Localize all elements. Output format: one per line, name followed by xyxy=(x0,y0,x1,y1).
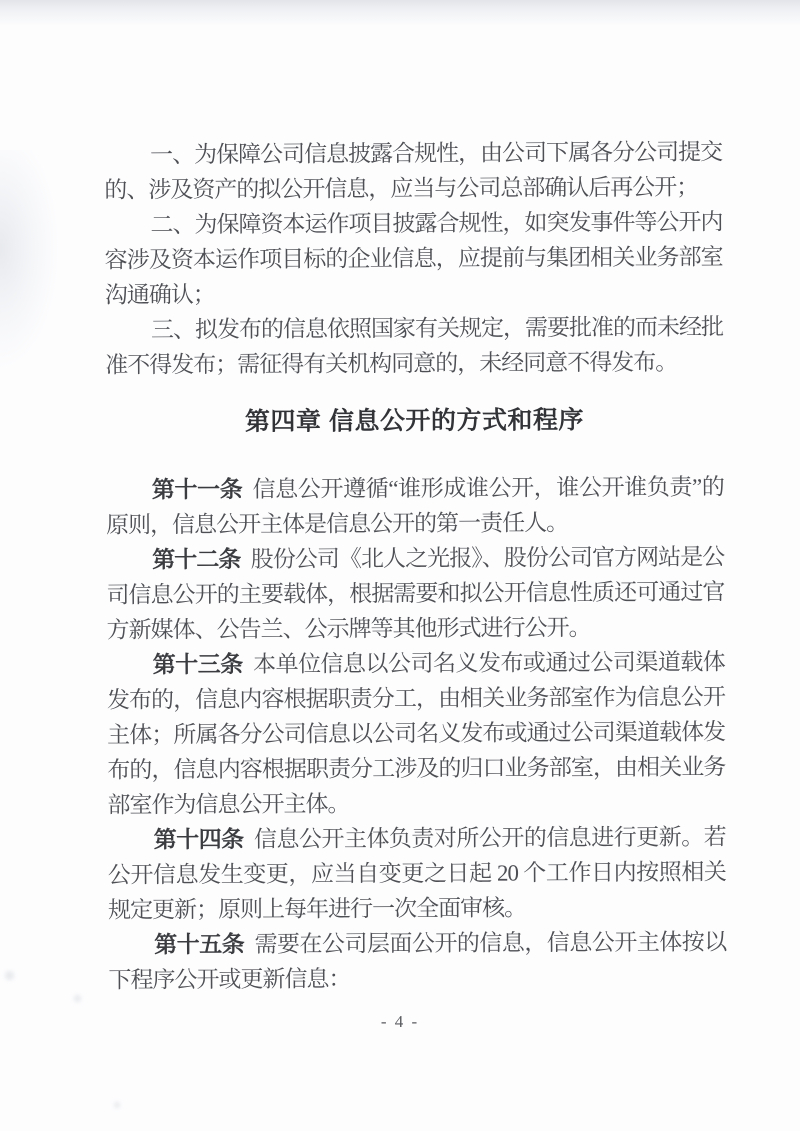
document-body xyxy=(104,134,726,997)
article-text-15: 需要在公司层面公开的信息，信息公开主体按以下程序公开或更新信息： xyxy=(108,929,727,993)
article-number-13: 第十三条 xyxy=(152,651,243,678)
scan-speckle xyxy=(74,995,81,1002)
article-text-13: 本单位信息以公司名义发布或通过公司渠道载体发布的，信息内容根据职责分工，由相关业务部室作为信息公开主体；所属各分公司信息以公司名义发布或通过公司渠道载体发布的，信息内容根据职责分工涉及的归口业务部室，由相关业务部室作为信息公开主体。 xyxy=(106,649,726,818)
scan-speckle xyxy=(5,971,14,980)
chapter-heading: 第四章 信息公开的方式和程序 xyxy=(244,406,585,436)
article-number-12: 第十二条 xyxy=(152,546,241,573)
intro-paragraph-3: 三、拟发布的信息依照国家有关规定，需要批准的而未经批准不得发布；需征得有关机构同意的，未经同意不得发布。 xyxy=(105,314,724,378)
intro-paragraph-1: 一、为保障公司信息披露合规性，由公司下属各分公司提交的、涉及资产的拟公开信息，应当与公司总部确认后再公开； xyxy=(104,139,723,203)
scan-top-edge-shadow xyxy=(0,0,800,26)
article-paragraph-13 xyxy=(107,644,726,822)
intro-paragraph-2: 二、为保障资本运作项目披露合规性，如突发事件等公开内容涉及资本运作项目标的企业信息，应提前与集团相关业务部室沟通确认； xyxy=(104,209,723,308)
scan-speckle xyxy=(114,1102,120,1108)
article-paragraph-11 xyxy=(106,469,724,542)
article-number-15: 第十五条 xyxy=(154,931,245,958)
article-number-14: 第十四条 xyxy=(153,826,244,853)
article-paragraph-15 xyxy=(108,924,726,997)
scan-left-edge-smudge xyxy=(0,150,60,370)
page-number: - 4 - xyxy=(380,1012,420,1031)
article-text-11: 信息公开遵循“谁形成谁公开，谁公开谁负责”的原则，信息公开主体是信息公开的第一责任人。 xyxy=(105,474,724,538)
article-number-11: 第十一条 xyxy=(151,476,243,503)
article-paragraph-14 xyxy=(108,819,727,927)
article-text-12: 股份公司《北人之光报》、股份公司官方网站是公司信息公开的主要载体，根据需要和拟公开信息性质还可通过官方新媒体、公告兰、公示牌等其他形式进行公开。 xyxy=(106,544,725,643)
article-paragraph-12 xyxy=(106,539,725,647)
article-text-14: 信息公开主体负责对所公开的信息进行更新。若公开信息发生变更，应当自变更之日起 20 个工作日内按照相关规定更新；原则上每年进行一次全面审核。 xyxy=(107,824,726,923)
